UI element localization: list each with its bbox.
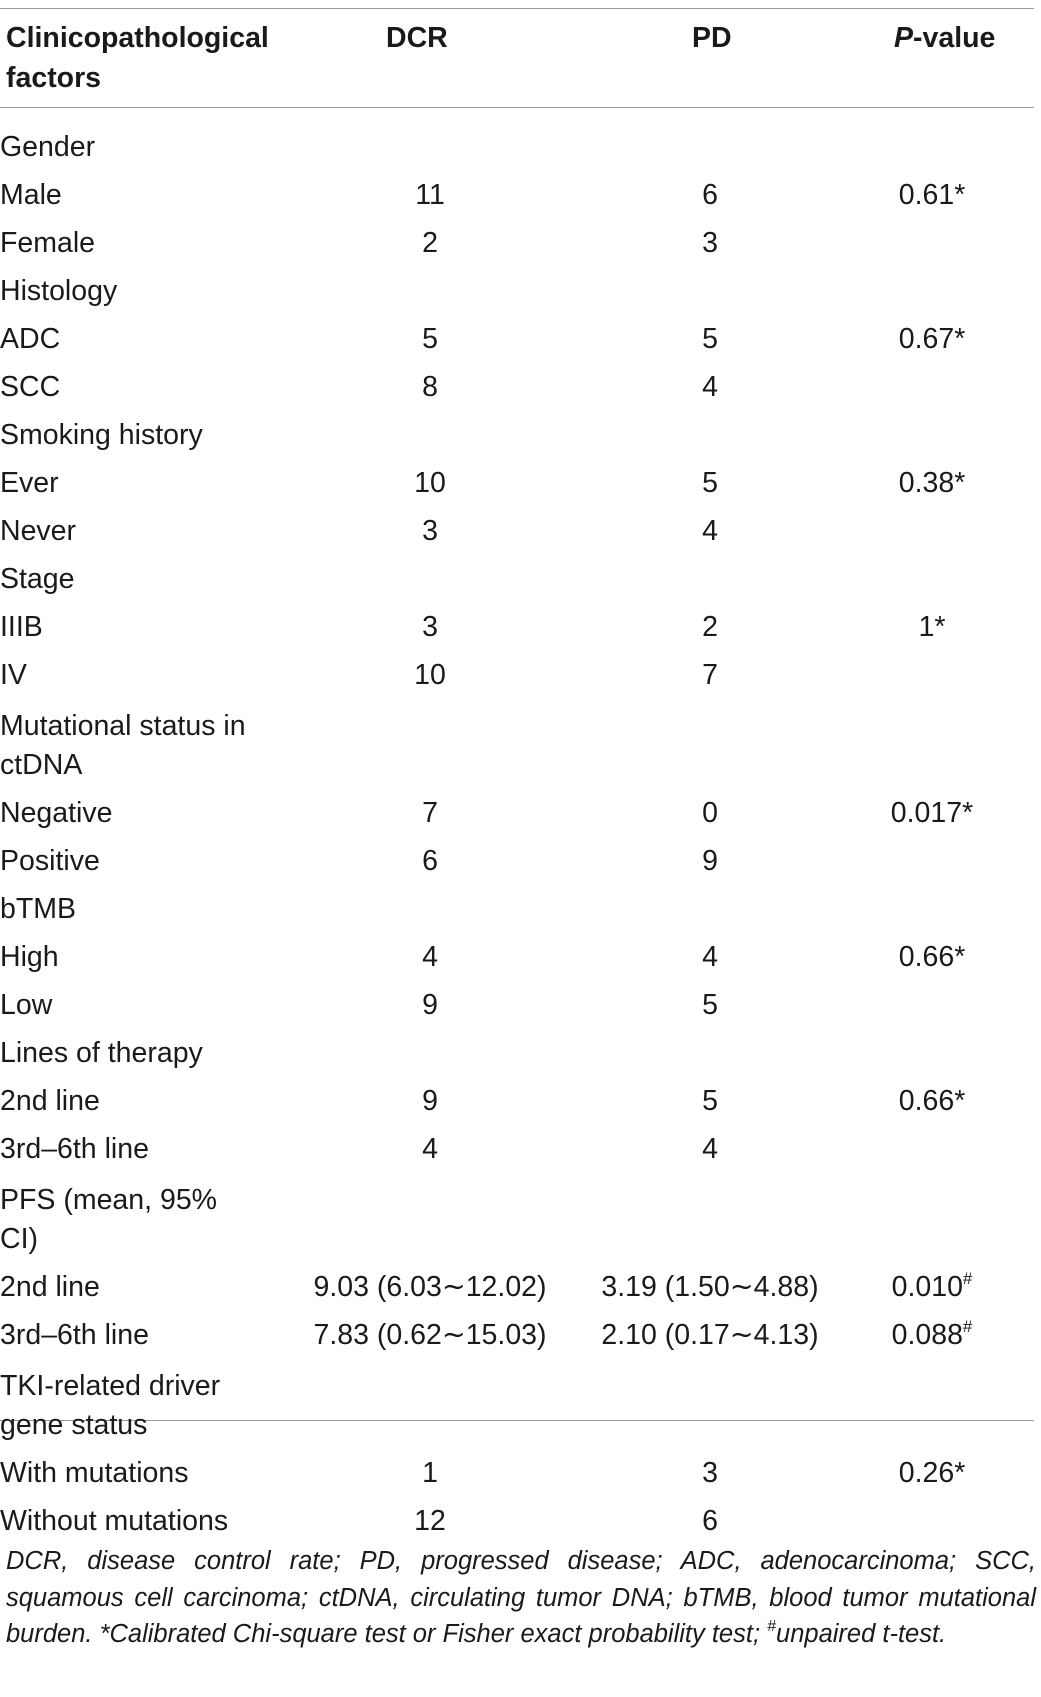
pvalue-cell — [830, 1311, 1034, 1359]
pd-cell: 9 — [702, 845, 718, 877]
category-row — [0, 1359, 1034, 1449]
pvalue-cell — [830, 507, 1034, 555]
pd-cell: 5 — [702, 1085, 718, 1117]
pd-cell: 3.19 (1.50∼4.88) — [601, 1271, 819, 1303]
table-row — [0, 171, 1034, 219]
table-row — [0, 1311, 1034, 1359]
pd-cell: 7 — [702, 659, 718, 691]
dcr-cell: 8 — [422, 371, 438, 403]
dcr-cell: 6 — [422, 845, 438, 877]
category-label: Stage — [0, 563, 75, 595]
dcr-cell: 11 — [415, 179, 445, 211]
dcr-cell: 3 — [422, 611, 438, 643]
table-row — [0, 1263, 1034, 1311]
header-factors-line1: Clinicopathological — [6, 22, 269, 54]
dcr-cell: 10 — [414, 659, 446, 691]
dcr-cell: 12 — [414, 1505, 446, 1537]
dcr-cell: 4 — [422, 1133, 438, 1165]
table-body — [0, 123, 1034, 1545]
pvalue-text: 0.61* — [898, 179, 966, 211]
row-label: SCC — [0, 371, 61, 403]
pd-cell: 0 — [702, 797, 718, 829]
pvalue-text: 0.010 — [891, 1271, 963, 1303]
header-pvalue-rest: -value — [913, 22, 996, 54]
category-row — [0, 699, 1034, 789]
category-row — [0, 1029, 1034, 1077]
category-label: Gender — [0, 131, 96, 163]
category-label: bTMB — [0, 893, 77, 925]
pvalue-superscript: # — [962, 1269, 973, 1288]
table-row — [0, 459, 1034, 507]
pvalue-text: 0.66* — [898, 941, 966, 973]
pvalue-text: 0.38* — [898, 467, 966, 499]
table-row — [0, 603, 1034, 651]
category-label: Histology — [0, 275, 118, 307]
dcr-cell: 1 — [422, 1457, 438, 1489]
pvalue-cell — [830, 1497, 1034, 1545]
row-label: High — [0, 941, 59, 973]
pvalue-superscript: # — [962, 1317, 973, 1336]
footnote-hash-mark: # — [767, 1618, 777, 1635]
category-label-line2: gene status — [0, 1409, 148, 1441]
table-row — [0, 837, 1034, 885]
pvalue-cell — [830, 603, 1034, 651]
row-label: Negative — [0, 797, 113, 829]
table-row — [0, 981, 1034, 1029]
pvalue-text: 0.017* — [890, 797, 974, 829]
row-label: ADC — [0, 323, 61, 355]
table-row — [0, 651, 1034, 699]
header-pvalue-italic: P — [894, 22, 914, 54]
pvalue-cell — [830, 1263, 1034, 1311]
table-row — [0, 219, 1034, 267]
pd-cell: 6 — [702, 179, 718, 211]
row-label: IV — [0, 659, 27, 691]
table-top-rule — [0, 8, 1034, 9]
category-label: Lines of therapy — [0, 1037, 203, 1069]
pvalue-cell — [830, 459, 1034, 507]
category-label-line1: TKI-related driver — [0, 1370, 221, 1402]
row-label: Low — [0, 989, 53, 1021]
pd-cell: 5 — [702, 989, 718, 1021]
pvalue-cell — [830, 1449, 1034, 1497]
header-dcr: DCR — [386, 22, 448, 54]
category-row — [0, 123, 1034, 171]
header-pd: PD — [692, 22, 732, 54]
row-label: Positive — [0, 845, 100, 877]
row-label: Never — [0, 515, 77, 547]
category-label-line1: Mutational status in — [0, 710, 246, 742]
pvalue-cell — [830, 981, 1034, 1029]
category-label-line2: CI) — [0, 1223, 38, 1255]
pvalue-cell — [830, 1077, 1034, 1125]
pvalue-cell — [830, 933, 1034, 981]
pvalue-text: 0.088 — [891, 1319, 963, 1351]
table-row — [0, 507, 1034, 555]
pvalue-cell — [830, 1125, 1034, 1173]
pd-cell: 5 — [702, 467, 718, 499]
dcr-cell: 5 — [422, 323, 438, 355]
pd-cell: 3 — [702, 1457, 718, 1489]
pvalue-cell — [830, 789, 1034, 837]
category-label-line1: PFS (mean, 95% — [0, 1184, 218, 1216]
row-label: 2nd line — [0, 1085, 100, 1117]
pvalue-text: 0.26* — [898, 1457, 966, 1489]
row-label: IIIB — [0, 611, 43, 643]
header-factors — [0, 18, 270, 98]
row-label: Without mutations — [0, 1505, 229, 1537]
table-row — [0, 1497, 1034, 1545]
pvalue-text: 0.66* — [898, 1085, 966, 1117]
category-row — [0, 267, 1034, 315]
pvalue-cell — [830, 651, 1034, 699]
pd-cell: 2 — [702, 611, 718, 643]
table-row — [0, 1077, 1034, 1125]
pd-cell: 5 — [702, 323, 718, 355]
header-pvalue — [830, 18, 1034, 98]
category-label — [0, 1173, 270, 1263]
category-row — [0, 1173, 1034, 1263]
pd-cell: 2.10 (0.17∼4.13) — [601, 1319, 819, 1351]
table-row — [0, 933, 1034, 981]
dcr-cell: 4 — [422, 941, 438, 973]
pd-cell: 4 — [702, 1133, 718, 1165]
dcr-cell: 7 — [422, 797, 438, 829]
row-label: Male — [0, 179, 62, 211]
clinicopathological-table — [0, 18, 1034, 1545]
pd-cell: 6 — [702, 1505, 718, 1537]
dcr-cell: 2 — [422, 227, 438, 259]
category-row — [0, 885, 1034, 933]
category-label-line2: ctDNA — [0, 749, 83, 781]
row-label: 3rd–6th line — [0, 1133, 149, 1165]
row-label: Female — [0, 227, 96, 259]
pvalue-cell — [830, 171, 1034, 219]
pd-cell: 4 — [702, 371, 718, 403]
table-footnote — [6, 1543, 1036, 1653]
row-label: Ever — [0, 467, 59, 499]
table-row — [0, 1449, 1034, 1497]
dcr-cell: 9 — [422, 1085, 438, 1117]
category-row — [0, 411, 1034, 459]
table-row — [0, 315, 1034, 363]
footnote-text-main: DCR, disease control rate; PD, progressed disease; ADC, adenocarcinoma; SCC, squamous cell carcinoma; ctDNA, circulating tumor DNA; bTMB, blood tumor mutational burden. *Calibrated Chi-square test or Fisher exact probability test; — [6, 1547, 1036, 1648]
table-row — [0, 363, 1034, 411]
pvalue-cell — [830, 363, 1034, 411]
dcr-cell: 9.03 (6.03∼12.02) — [313, 1271, 547, 1303]
row-label: 3rd–6th line — [0, 1319, 149, 1351]
category-label: Smoking history — [0, 419, 203, 451]
row-label: 2nd line — [0, 1271, 100, 1303]
category-row — [0, 555, 1034, 603]
pd-cell: 4 — [702, 515, 718, 547]
pvalue-text: 1* — [918, 611, 946, 643]
category-label — [0, 699, 270, 789]
pvalue-cell — [830, 219, 1034, 267]
table-row — [0, 1125, 1034, 1173]
pd-cell: 4 — [702, 941, 718, 973]
pvalue-text: 0.67* — [898, 323, 966, 355]
row-label: With mutations — [0, 1457, 189, 1489]
dcr-cell: 10 — [414, 467, 446, 499]
pvalue-cell — [830, 315, 1034, 363]
footnote-text-end: unpaired t-test. — [776, 1620, 947, 1648]
dcr-cell: 7.83 (0.62∼15.03) — [313, 1319, 547, 1351]
pd-cell: 3 — [702, 227, 718, 259]
dcr-cell: 9 — [422, 989, 438, 1021]
dcr-cell: 3 — [422, 515, 438, 547]
category-label — [0, 1359, 270, 1449]
table-row — [0, 789, 1034, 837]
header-factors-line2: factors — [6, 62, 102, 94]
pvalue-cell — [830, 837, 1034, 885]
header-row — [0, 18, 1034, 98]
